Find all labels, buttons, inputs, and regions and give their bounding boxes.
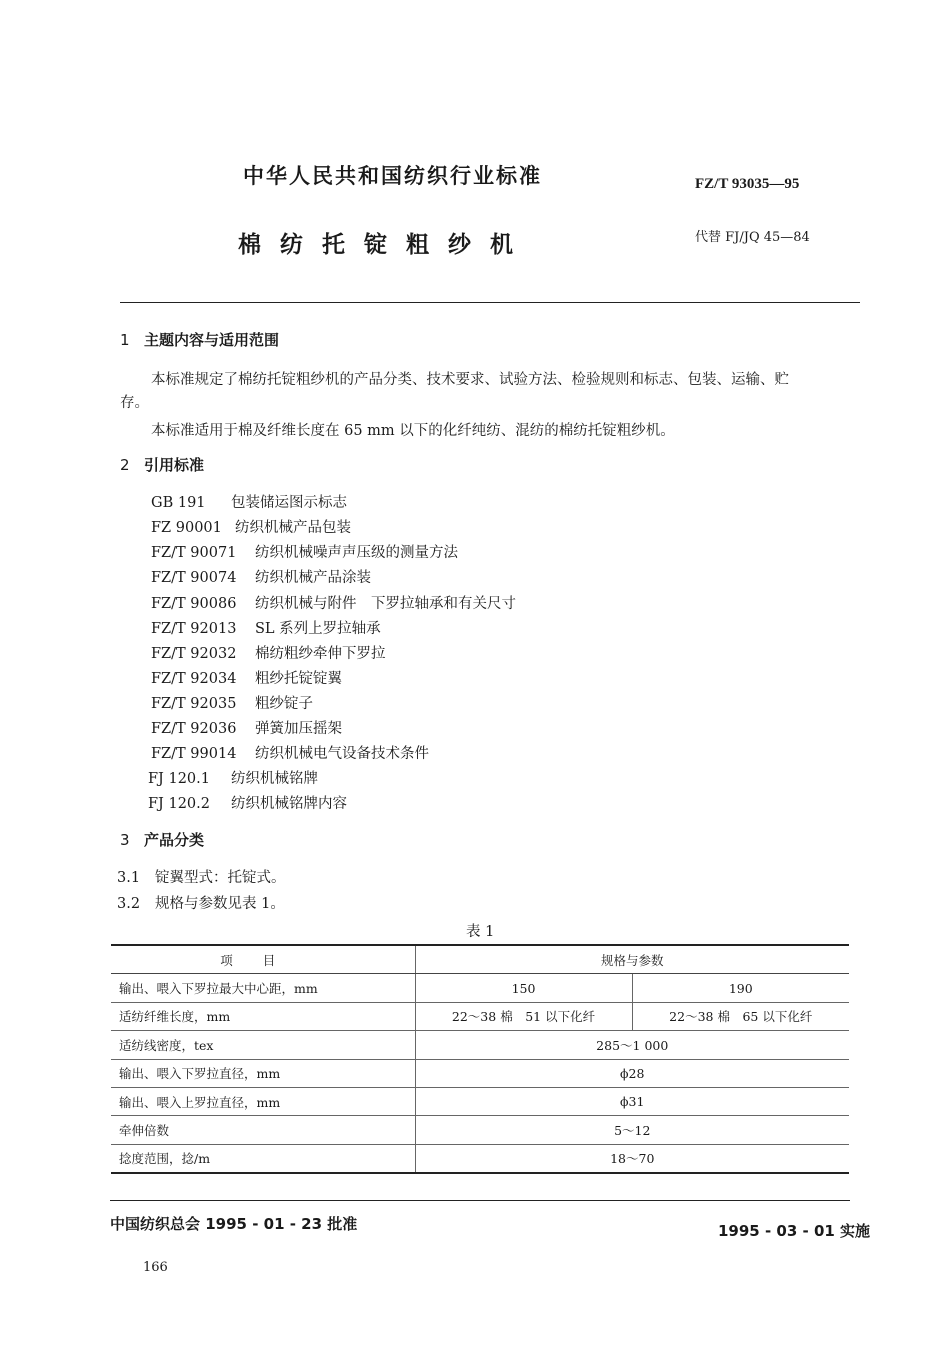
- row-item: 输出、喂入下罗拉最大中心距，mm: [111, 974, 415, 1002]
- page-number: 166: [143, 1260, 168, 1275]
- reference-code: FZ/T 99014: [151, 746, 237, 762]
- table-caption: 表 1: [466, 924, 495, 940]
- reference-item: [151, 491, 347, 512]
- reference-code: FZ/T 92032: [151, 646, 237, 662]
- row-item: 输出、喂入上罗拉直径，mm: [111, 1087, 415, 1115]
- row-value-150: 150: [415, 974, 632, 1002]
- reference-item: [151, 642, 386, 663]
- row-value: ϕ28: [415, 1059, 849, 1087]
- standard-code: FZ/T 93035—95: [695, 176, 800, 192]
- approval-date: 中国纺织总会 1995 - 01 - 23 批准: [110, 1215, 358, 1233]
- section-title: 引用标准: [144, 456, 205, 474]
- reference-code: FZ/T 92035: [151, 696, 237, 712]
- header-spec: 规格与参数: [415, 945, 849, 974]
- reference-code: FZ/T 92013: [151, 621, 237, 637]
- section-1-heading: [120, 329, 279, 350]
- implementation-date: 1995 - 03 - 01 实施: [718, 1222, 871, 1240]
- reference-code: FZ/T 92036: [151, 721, 237, 737]
- section-number: 3: [120, 831, 130, 849]
- table-row: [111, 1059, 849, 1087]
- reference-item: [151, 667, 342, 688]
- reference-title: 棉纺粗纱牵伸下罗拉: [255, 646, 386, 662]
- reference-title: 粗纱锭子: [255, 696, 313, 712]
- reference-title: 包装储运图示标志: [231, 495, 347, 511]
- reference-title: 纺织机械与附件 下罗拉轴承和有关尺寸: [255, 596, 516, 612]
- section-1-para-1-line-1: 本标准规定了棉纺托锭粗纱机的产品分类、技术要求、试验方法、检验规则和标志、包装、运输、贮: [151, 372, 789, 388]
- reference-title: 纺织机械产品包装: [235, 520, 351, 536]
- reference-code: FZ/T 90086: [151, 596, 237, 612]
- clause-text: 锭翼型式：托锭式。: [155, 870, 286, 886]
- row-value: 18～70: [415, 1144, 849, 1173]
- reference-item: [151, 742, 429, 763]
- section-title: 主题内容与适用范围: [144, 331, 280, 349]
- reference-code: FZ 90001: [151, 520, 222, 536]
- table-header-row: [111, 945, 849, 974]
- reference-code: FZ/T 90074: [151, 570, 237, 586]
- row-value-190: 190: [632, 974, 849, 1002]
- clause-3-1: [117, 866, 286, 887]
- section-number: 2: [120, 456, 130, 474]
- reference-item: [151, 592, 516, 613]
- reference-item: [151, 566, 371, 587]
- replaces-note: 代替 FJ/JQ 45—84: [695, 230, 810, 245]
- reference-code: FZ/T 90071: [151, 545, 237, 561]
- spec-table: [111, 944, 849, 1174]
- clause-number: 3.2: [117, 896, 141, 912]
- reference-item: [151, 617, 381, 638]
- row-item: 输出、喂入下罗拉直径，mm: [111, 1059, 415, 1087]
- reference-item: [148, 792, 347, 813]
- row-item: 适纺线密度，tex: [111, 1031, 415, 1059]
- table-row: [111, 1087, 849, 1115]
- reference-title: 纺织机械噪声声压级的测量方法: [255, 545, 458, 561]
- standard-title: 中华人民共和国纺织行业标准: [243, 164, 542, 188]
- clause-number: 3.1: [117, 870, 141, 886]
- reference-title: SL 系列上罗拉轴承: [255, 621, 381, 637]
- footer-divider: [110, 1200, 850, 1201]
- table-row: [111, 1144, 849, 1173]
- section-3-heading: [120, 829, 204, 850]
- row-item: 适纺纤维长度，mm: [111, 1002, 415, 1030]
- reference-item: [151, 541, 458, 562]
- table-row: [111, 1031, 849, 1059]
- reference-title: 纺织机械铭牌: [231, 771, 318, 787]
- table-row: [111, 1116, 849, 1144]
- table-row: [111, 974, 849, 1002]
- table-row: [111, 1002, 849, 1030]
- clause-text: 规格与参数见表 1。: [155, 896, 285, 912]
- reference-item: [151, 692, 313, 713]
- row-item: 捻度范围，捻/m: [111, 1144, 415, 1173]
- document-title: 棉纺托锭粗纱机: [238, 232, 532, 258]
- clause-3-2: [117, 892, 285, 913]
- reference-title: 弹簧加压摇架: [255, 721, 342, 737]
- row-value: ϕ31: [415, 1087, 849, 1115]
- row-item: 牵伸倍数: [111, 1116, 415, 1144]
- section-number: 1: [120, 331, 130, 349]
- reference-item: [151, 516, 351, 537]
- reference-title: 纺织机械电气设备技术条件: [255, 746, 429, 762]
- row-value-150: 22～38 棉 51 以下化纤: [415, 1002, 632, 1030]
- section-2-heading: [120, 454, 204, 475]
- section-1-para-2: 本标准适用于棉及纤维长度在 65 mm 以下的化纤纯纺、混纺的棉纺托锭粗纱机。: [151, 423, 675, 439]
- row-value: 5～12: [415, 1116, 849, 1144]
- reference-title: 纺织机械产品涂装: [255, 570, 371, 586]
- reference-item: [151, 717, 342, 738]
- reference-item: [148, 767, 318, 788]
- row-value-190: 22～38 棉 65 以下化纤: [632, 1002, 849, 1030]
- reference-code: FZ/T 92034: [151, 671, 237, 687]
- reference-code: GB 191: [151, 495, 206, 511]
- reference-code: FJ 120.1: [148, 771, 210, 787]
- reference-title: 纺织机械铭牌内容: [231, 796, 347, 812]
- reference-title: 粗纱托锭锭翼: [255, 671, 342, 687]
- section-1-para-1-line-2: 存。: [120, 395, 149, 411]
- row-value: 285～1 000: [415, 1031, 849, 1059]
- reference-code: FJ 120.2: [148, 796, 210, 812]
- header-divider: [120, 302, 860, 303]
- section-title: 产品分类: [144, 831, 205, 849]
- header-item: 项目: [111, 945, 415, 974]
